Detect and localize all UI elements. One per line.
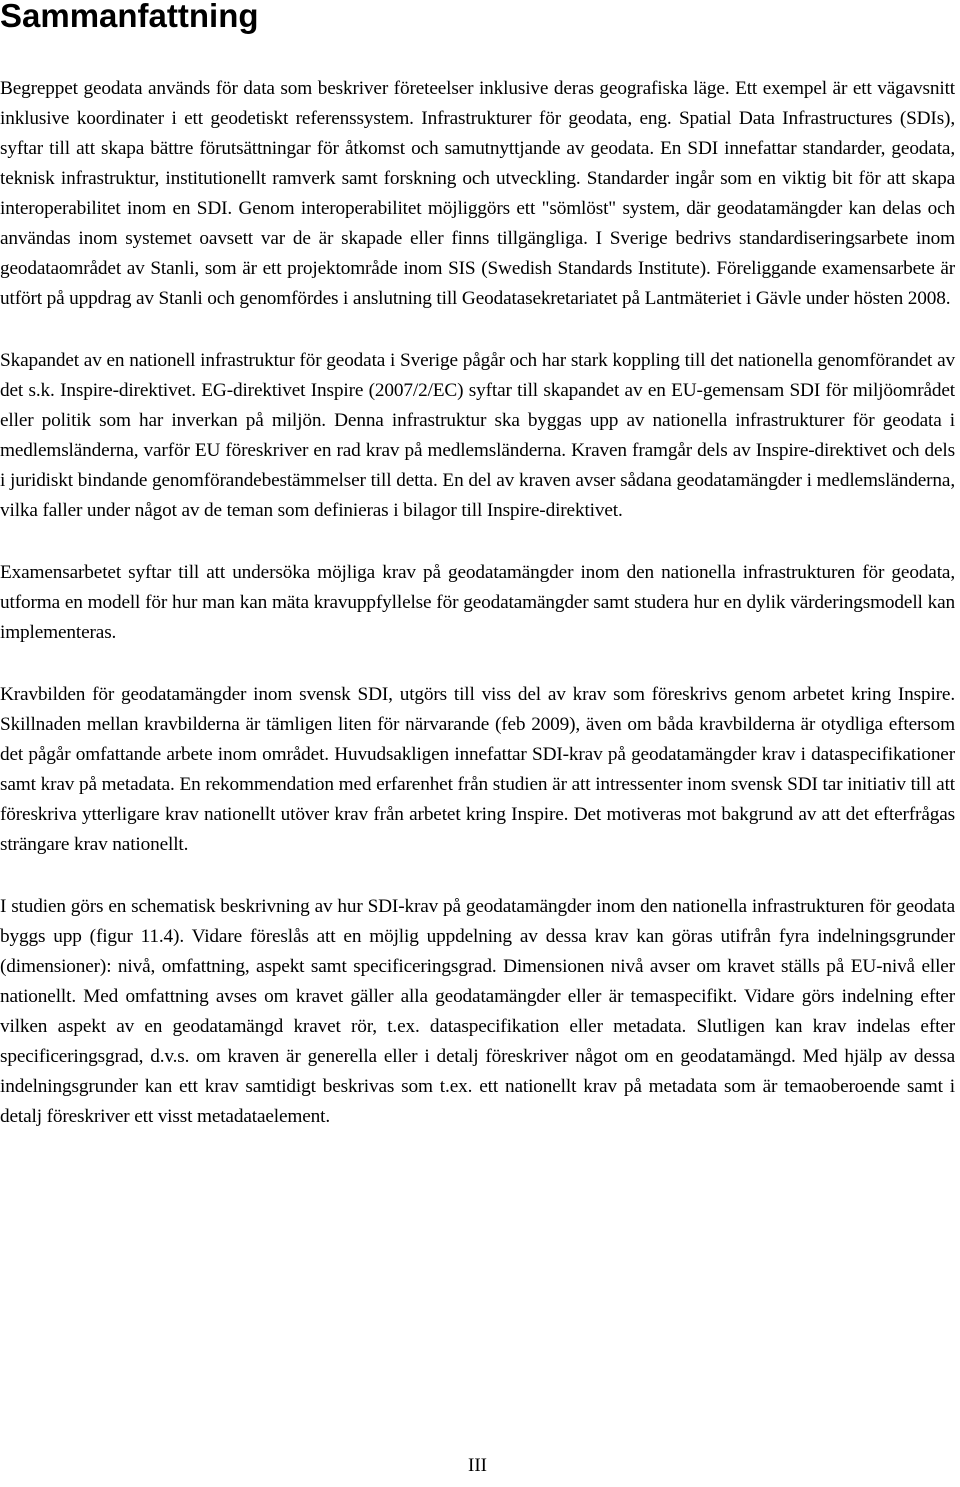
- paragraph-purpose: Examensarbetet syftar till att undersöka möjliga krav på geodatamängder inom den nationella infrastrukturen för geodata, utforma en modell för hur man kan mäta kravuppfyllelse för geodatamängder samt studera hur en dylik värderingsmodell kan implementeras.: [0, 562, 955, 643]
- paragraph-dimensions: I studien görs en schematisk beskrivning av hur SDI-krav på geodatamängder inom den nationella infrastrukturen för geodata byggs upp (figur 11.4). Vidare föreslås att en möjlig uppdelning av dessa krav kan göras utifrån fyra indelningsgrunder (dimensioner): nivå, omfattning, aspekt samt specificeringsgrad. Dimensionen nivå avser om kravet ställs på EU-nivå eller nationellt. Med omfattning avses om kravet gäller alla geodatamängder eller är temaspecifikt. Vidare görs indelning efter vilken aspekt av en geodatamängd kravet rör, t.ex. dataspecifikation eller metadata. Slutligen kan krav indelas efter specificeringsgrad, d.v.s. om kraven är generella eller i detalj föreskriver något om en geodatamängd. Med hjälp av dessa indelningsgrunder kan ett krav samtidigt beskrivas som t.ex. ett nationellt krav på metadata som är temaoberoende samt i detalj föreskriver ett visst metadataelement.: [0, 896, 955, 1127]
- paragraph-inspire: Skapandet av en nationell infrastruktur för geodata i Sverige pågår och har stark koppling till det nationella genomförandet av det s.k. Inspire-direktivet. EG-direktivet Inspire (2007/2/EC) syftar till skapandet av en EU-gemensam SDI för miljöområdet eller politik som har inverkan på miljön. Denna infrastruktur ska byggas upp av nationella infrastrukturer för geodata i medlemsländerna, varför EU föreskriver en rad krav på medlemsländerna. Kraven framgår dels av Inspire-direktivet och dels i juridiskt bindande genomförandebestämmelser till detta. En del av kraven avser sådana geodatamängder i medlemsländerna, vilka faller under något av de teman som definieras i bilagor till Inspire-direktivet.: [0, 350, 955, 521]
- page-number: III: [468, 1455, 487, 1476]
- paragraph-requirements: Kravbilden för geodatamängder inom svensk SDI, utgörs till viss del av krav som föreskrivs genom arbetet kring Inspire. Skillnaden mellan kravbilderna är tämligen liten för närvarande (feb 2009), även om båda kravbilderna är otydliga eftersom det pågår omfattande arbete inom området. Huvudsakligen innefattar SDI-krav på geodatamängder krav i dataspecifikationer samt krav på metadata. En rekommendation med erfarenhet från studien är att intressenter inom svensk SDI tar initiativ till att föreskriva ytterligare krav nationellt utöver krav från arbetet kring Inspire. Det motiveras mot bakgrund av att det efterfrågas strängare krav nationellt.: [0, 684, 955, 855]
- paragraph-intro: Begreppet geodata används för data som beskriver företeelser inklusive deras geografiska läge. Ett exempel är ett vägavsnitt inklusive koordinater i ett geodetiskt referenssystem. Infrastrukturer för geodata, eng. Spatial Data Infrastructures (SDIs), syftar till att skapa bättre förutsättningar för åtkomst och samutnyttjande av geodata. En SDI innefattar standarder, geodata, teknisk infrastruktur, institutionellt ramverk samt forskning och utveckling. Standarder ingår som en viktig bit för att skapa interoperabilitet inom en SDI. Genom interoperabilitet möjliggörs ett "sömlöst" system, där geodatamängder kan delas och användas inom systemet oavsett var de är skapade eller finns tillgängliga. I Sverige bedrivs standardiseringsarbete inom geodataområdet av Stanli, som är ett projektområde inom SIS (Swedish Standards Institute). Föreliggande examensarbete är utfört på uppdrag av Stanli och genomfördes i anslutning till Geodatasekretariatet på Lantmäteriet i Gävle under hösten 2008.: [0, 78, 955, 309]
- summary-body: [0, 74, 955, 1164]
- page-title: Sammanfattning: [0, 0, 259, 34]
